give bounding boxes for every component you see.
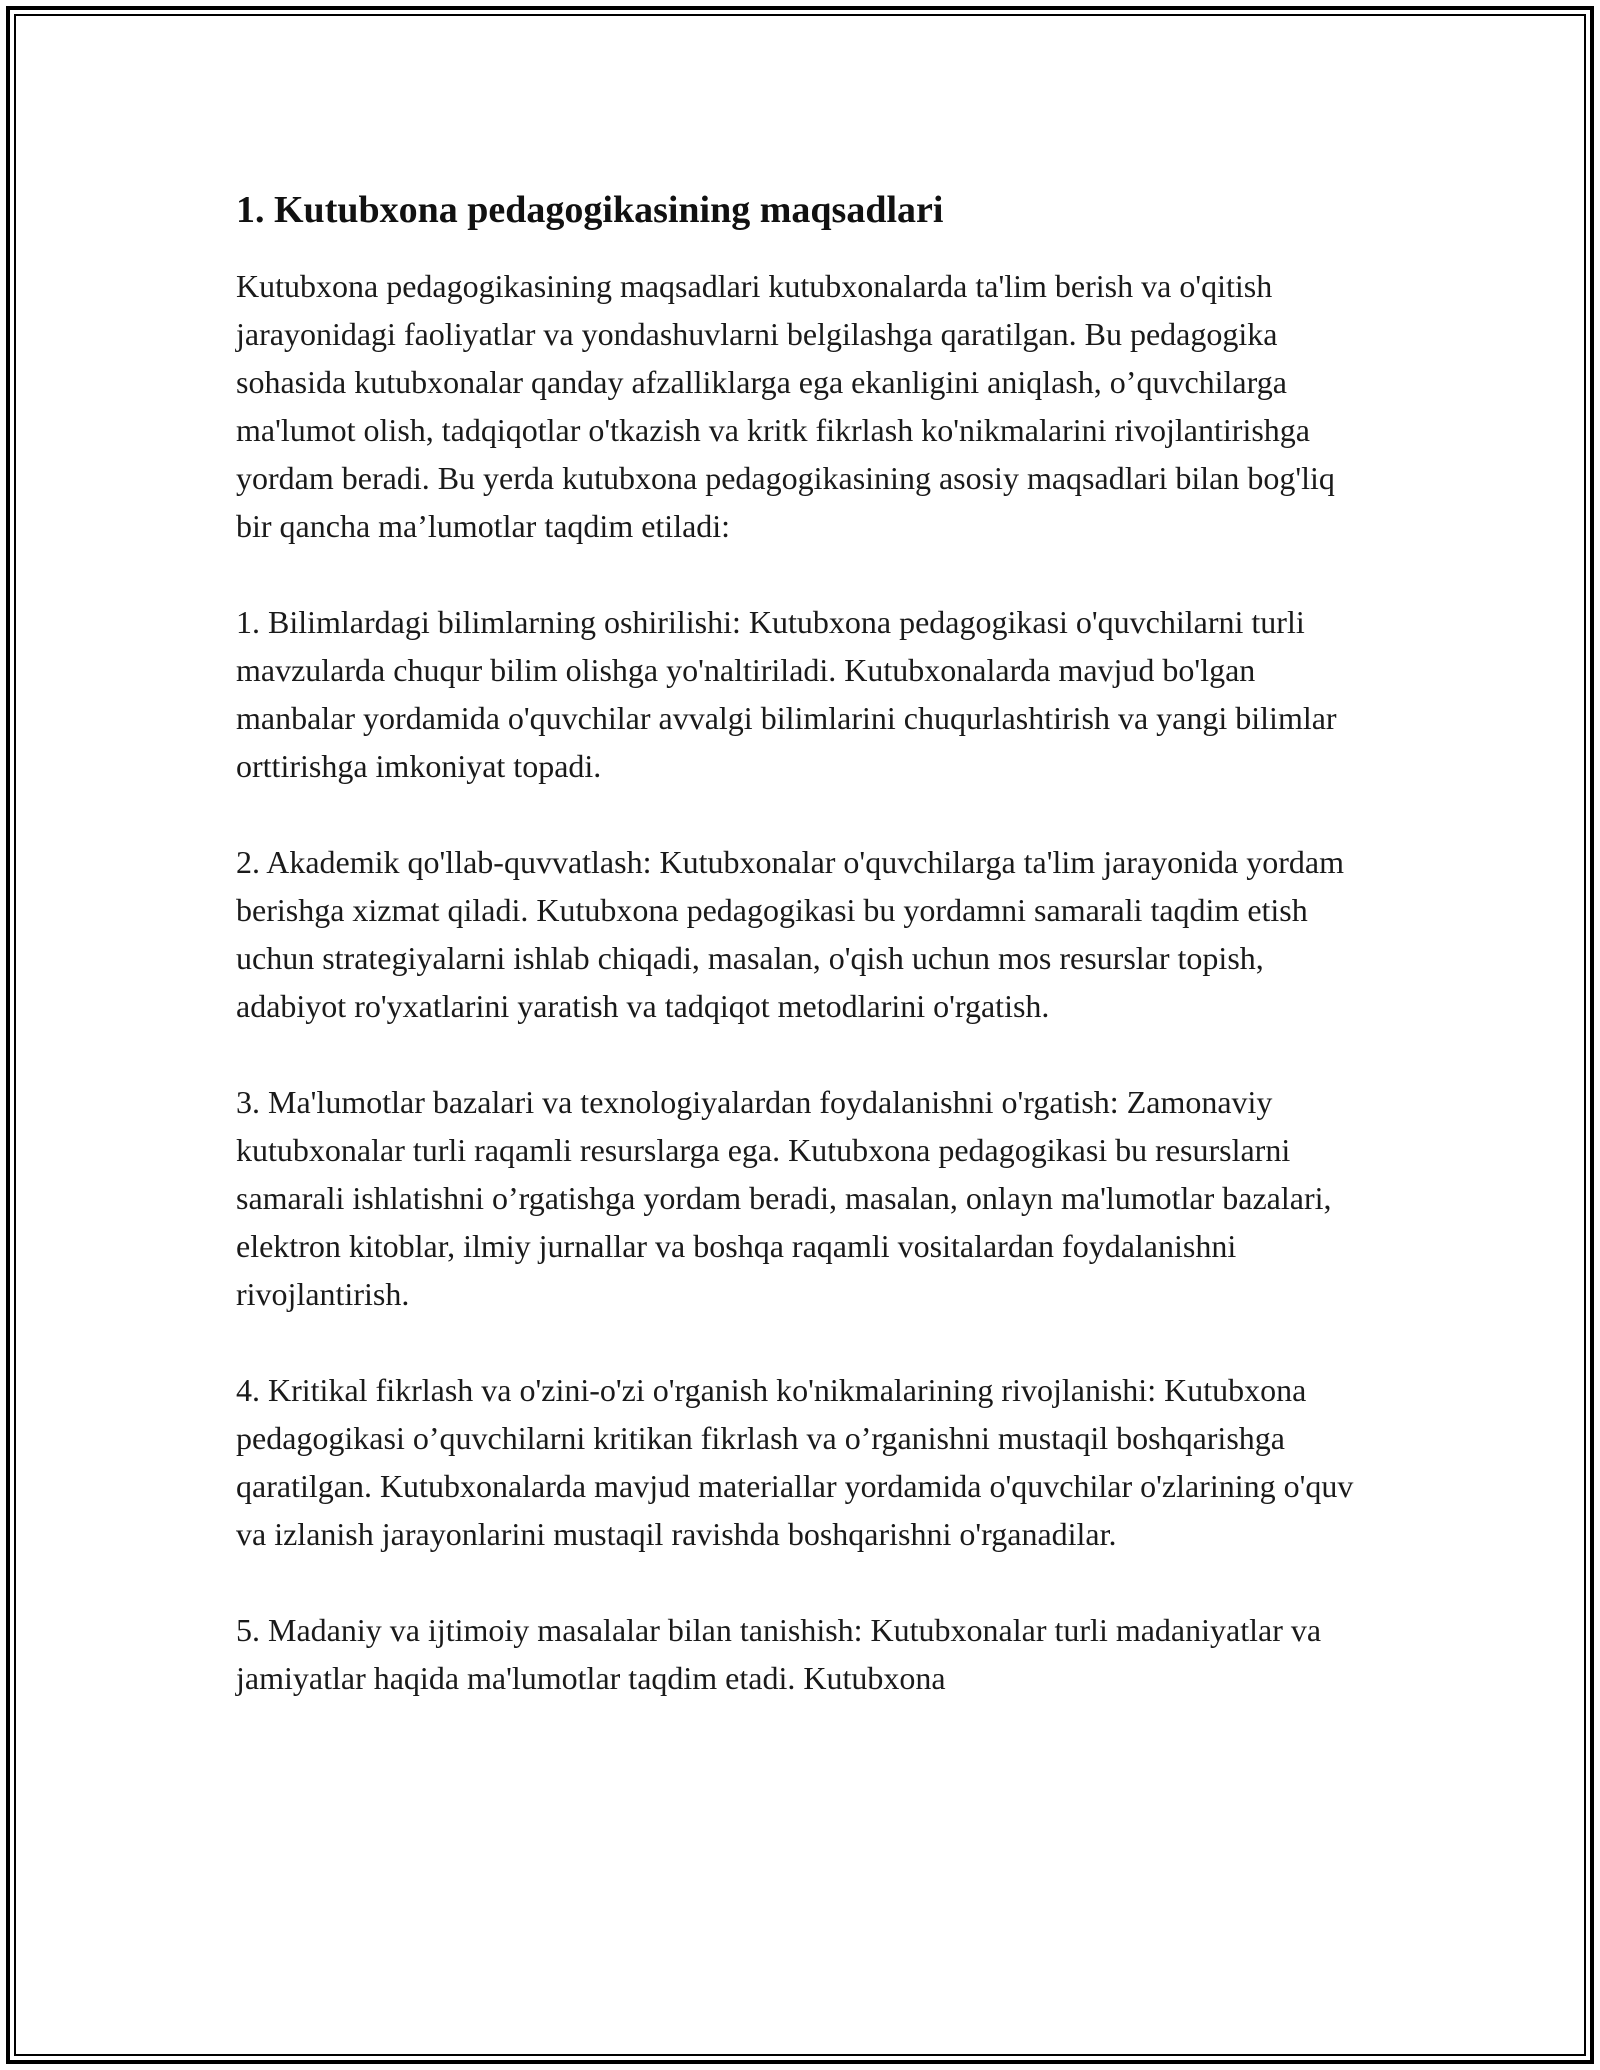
goal-paragraph-2: 2. Akademik qo'llab-quvvatlash: Kutubxonalar o'quvchilarga ta'lim jarayonida yordam berishga xizmat qiladi. Kutubxona pedagogikasi bu yordamni samarali taqdim etish uchun strategiyalarni ishlab chiqadi, masalan, o'qish uchun mos resurslar topish, adabiyot ro'yxatlarini yaratish va tadqiqot metodlarini o'rgatish.: [236, 844, 1344, 1024]
document-body: [236, 186, 1376, 1750]
goal-paragraph-4: 4. Kritikal fikrlash va o'zini-o'zi o'rganish ko'nikmalarining rivojlanishi: Kutubxona pedagogikasi o’quvchilarni kritikan fikrlash va o’rganishni mustaqil boshqarishga qaratilgan. Kutubxonalarda mavjud materiallar yordamida o'quvchilar o'zlarining o'quv va izlanish jarayonlarini mustaqil ravishda boshqarishni o'rganadilar.: [236, 1372, 1354, 1552]
intro-paragraph: Kutubxona pedagogikasining maqsadlari kutubxonalarda ta'lim berish va o'qitish jarayonidagi faoliyatlar va yondashuvlarni belgilashga qaratilgan. Bu pedagogika sohasida kutubxonalar qanday afzalliklarga ega ekanligini aniqlash, o’quvchilarga ma'lumot olish, tadqiqotlar o'tkazish va kritk fikrlash ko'nikmalarini rivojlantirishga yordam beradi. Bu yerda kutubxona pedagogikasining asosiy maqsadlari bilan bog'liq bir qancha ma’lumotlar taqdim etiladi:: [236, 268, 1335, 544]
goal-paragraph-3: 3. Ma'lumotlar bazalari va texnologiyalardan foydalanishni o'rgatish: Zamonaviy kutubxonalar turli raqamli resurslarga ega. Kutubxona pedagogikasi bu resurslarni samarali ishlatishni o’rgatishga yordam beradi, masalan, onlayn ma'lumotlar bazalari, elektron kitoblar, ilmiy jurnallar va boshqa raqamli vositalardan foydalanishni rivojlantirish.: [236, 1084, 1332, 1312]
goal-paragraph-1: 1. Bilimlardagi bilimlarning oshirilishi: Kutubxona pedagogikasi o'quvchilarni turli mavzularda chuqur bilim olishga yo'naltiriladi. Kutubxonalarda mavjud bo'lgan manbalar yordamida o'quvchilar avvalgi bilimlarini chuqurlashtirish va yangi bilimlar orttirishga imkoniyat topadi.: [236, 604, 1337, 784]
document-title: 1. Kutubxona pedagogikasining maqsadlari: [236, 189, 944, 231]
goal-paragraph-5: 5. Madaniy va ijtimoiy masalalar bilan tanishish: Kutubxonalar turli madaniyatlar va jamiyatlar haqida ma'lumotlar taqdim etadi. Kutubxona: [236, 1612, 1322, 1696]
